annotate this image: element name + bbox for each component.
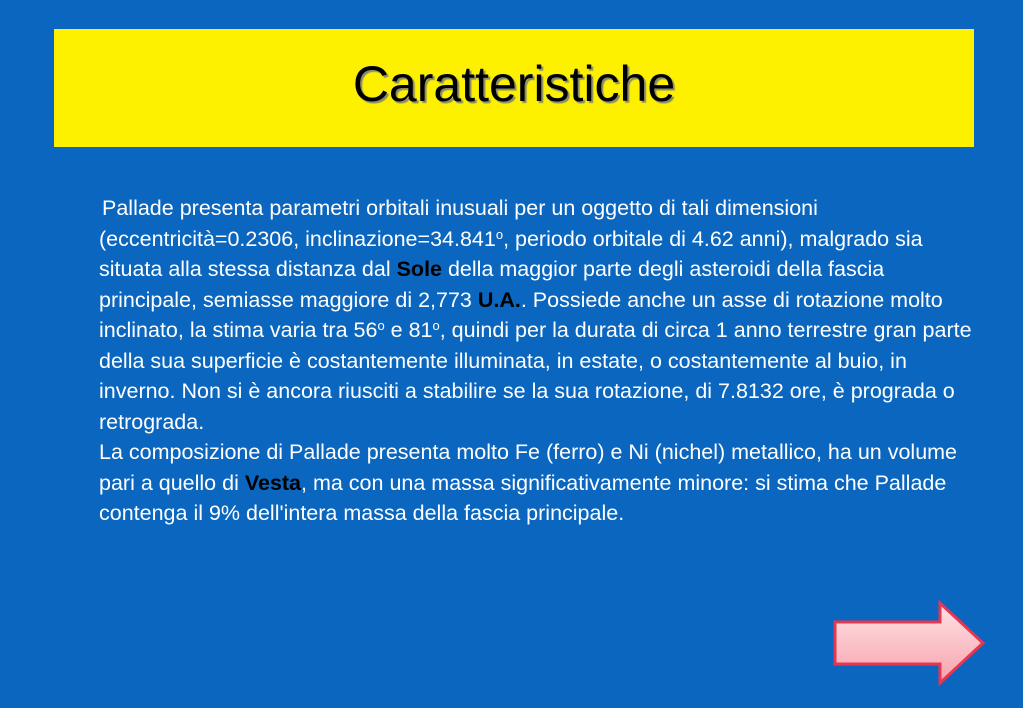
slide-title: Caratteristiche — [352, 56, 676, 112]
text-run: , periodo orbitale di 4.62 anni), malgrado sia situata alla stessa distanza dal — [99, 226, 923, 281]
slide-body — [99, 193, 974, 529]
text-run: , quindi per la durata di circa 1 anno terrestre gran parte della sua superficie è costantemente illuminata, in estate, o costantemente al buio, in inverno. Non si è ancora riusciti a stabilire se la sua rotazione, di 7.8132 ore, è prograda o retrograda. — [99, 318, 972, 434]
degree-symbol: o — [495, 226, 504, 242]
paragraph-composition — [99, 437, 974, 529]
degree-symbol: o — [432, 318, 440, 333]
text-run: Pallade presenta parametri orbitali inusuali per un oggetto di tali dimensioni (eccentricità=0.2306, inclinazione=34.841 — [99, 196, 818, 251]
bold-term-ua: U.A. — [477, 287, 521, 312]
right-arrow-icon — [832, 600, 986, 686]
text-run: , ma con una massa significativamente minore: si stima che Pallade contenga il 9% dell'intera massa della fascia principale. — [99, 470, 947, 525]
bold-term-vesta: Vesta — [244, 470, 302, 495]
text-run: e 81 — [384, 318, 433, 342]
title-banner — [54, 29, 974, 147]
text-run: della maggior parte degli asteroidi della fascia principale, semiasse maggiore di 2,773 — [99, 257, 885, 312]
text-run: La composizione di Pallade presenta molto Fe (ferro) e Ni (nichel) metallico, ha un volume pari a quello di — [99, 440, 958, 495]
text-run: . Possiede anche un asse di rotazione molto inclinato, la stima varia tra 56 — [99, 287, 943, 342]
bold-term-sole: Sole — [396, 257, 442, 281]
paragraph-orbit — [99, 193, 974, 437]
degree-symbol: o — [377, 318, 385, 333]
next-slide-button[interactable] — [832, 600, 986, 686]
